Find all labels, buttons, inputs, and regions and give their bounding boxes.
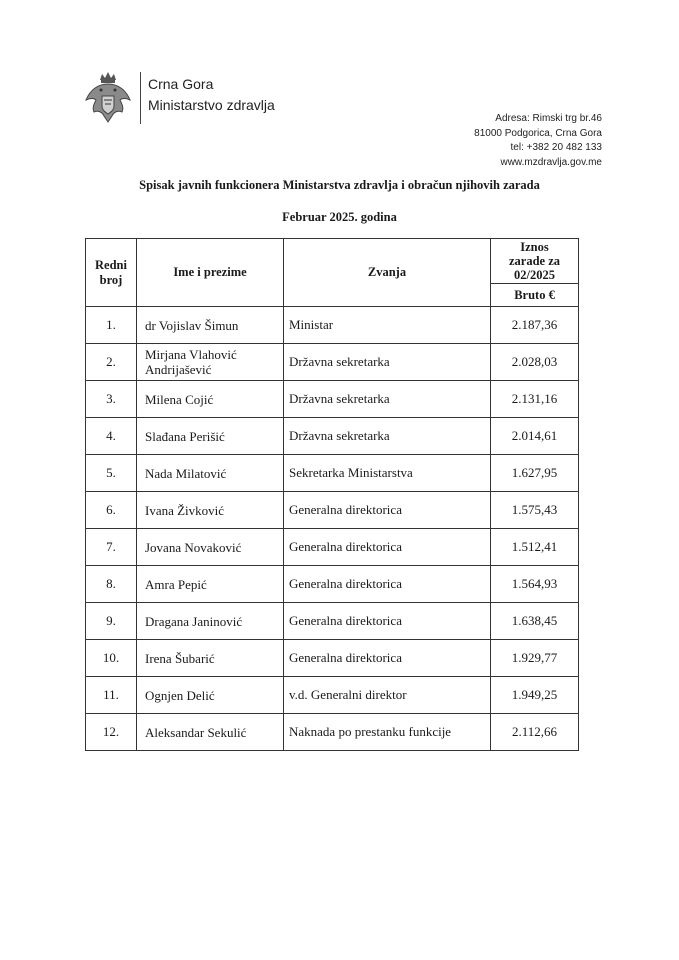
row-number: 7. [86,529,137,566]
table-row [86,381,579,418]
row-name: Amra Pepić [137,566,284,603]
row-number: 4. [86,418,137,455]
row-name: Dragana Janinović [137,603,284,640]
table-row [86,307,579,344]
address-block [474,112,602,170]
header-name: Ime i prezime [137,239,284,307]
row-name: Ognjen Delić [137,677,284,714]
row-title: Generalna direktorica [284,529,491,566]
row-name: Aleksandar Sekulić [137,714,284,751]
row-name: Irena Šubarić [137,640,284,677]
row-title: Ministar [284,307,491,344]
header-number: Redni broj [86,239,137,307]
row-amount: 1.638,45 [491,603,579,640]
ministry-name: Ministarstvo zdravlja [148,97,275,113]
row-title: Državna sekretarka [284,344,491,381]
header-title: Zvanja [284,239,491,307]
document-period: Februar 2025. godina [282,210,397,224]
row-title: Sekretarka Ministarstva [284,455,491,492]
row-title: Generalna direktorica [284,566,491,603]
table-row [86,529,579,566]
row-title: v.d. Generalni direktor [284,677,491,714]
header-divider [140,72,141,124]
coat-of-arms-icon [82,70,134,126]
row-number: 3. [86,381,137,418]
table-row [86,714,579,751]
row-number: 8. [86,566,137,603]
row-number: 5. [86,455,137,492]
row-name: Slađana Perišić [137,418,284,455]
header-amount-gross: Bruto € [491,284,579,307]
address-city: 81000 Podgorica, Crna Gora [474,127,602,139]
table-row [86,603,579,640]
row-title: Naknada po prestanku funkcije [284,714,491,751]
table-row [86,677,579,714]
row-number: 6. [86,492,137,529]
row-amount: 2.131,16 [491,381,579,418]
row-amount: 2.187,36 [491,307,579,344]
address-street: Adresa: Rimski trg br.46 [495,113,602,124]
officials-table [85,238,579,751]
row-amount: 1.949,25 [491,677,579,714]
row-title: Državna sekretarka [284,418,491,455]
row-amount: 1.512,41 [491,529,579,566]
row-amount: 2.028,03 [491,344,579,381]
row-amount: 1.564,93 [491,566,579,603]
row-amount: 1.627,95 [491,455,579,492]
header-amount: Iznos zarade za 02/2025 [491,239,579,284]
row-title: Generalna direktorica [284,492,491,529]
row-amount: 1.575,43 [491,492,579,529]
row-number: 11. [86,677,137,714]
row-amount: 1.929,77 [491,640,579,677]
row-amount: 2.014,61 [491,418,579,455]
address-phone: tel: +382 20 482 133 [510,142,602,153]
row-name: Nada Milatović [137,455,284,492]
table-row [86,344,579,381]
row-name: Mirjana Vlahović Andrijašević [137,344,284,381]
country-name: Crna Gora [148,76,214,92]
organization-block [148,74,275,116]
table-row [86,492,579,529]
row-name: Jovana Novaković [137,529,284,566]
row-title: Državna sekretarka [284,381,491,418]
row-number: 9. [86,603,137,640]
row-number: 2. [86,344,137,381]
row-title: Generalna direktorica [284,603,491,640]
document-title: Spisak javnih funkcionera Ministarstva zdravlja i obračun njihovih zarada [139,178,540,192]
table-row [86,455,579,492]
row-amount: 2.112,66 [491,714,579,751]
row-title: Generalna direktorica [284,640,491,677]
row-name: Ivana Živković [137,492,284,529]
row-number: 1. [86,307,137,344]
row-name: dr Vojislav Šimun [137,307,284,344]
table-row [86,566,579,603]
row-number: 10. [86,640,137,677]
table-row [86,640,579,677]
address-website[interactable]: www.mzdravlja.gov.me [500,156,602,168]
row-number: 12. [86,714,137,751]
table-row [86,418,579,455]
row-name: Milena Cojić [137,381,284,418]
